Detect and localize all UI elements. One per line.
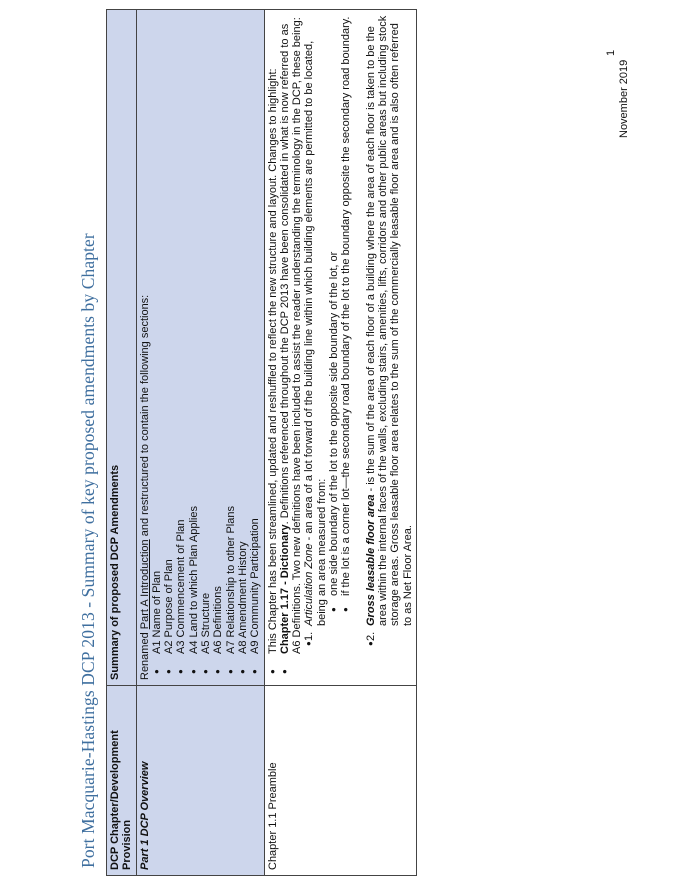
definition-term: Gross leasable floor area [364,494,377,626]
intro-post: and restructured to contain the following sections: [138,294,151,540]
header-summary: Summary of proposed DCP Amendments [107,10,137,686]
page-number: 1 [605,49,617,56]
footer-date: November 2019 [618,59,630,138]
list-item: ● A6 Definitions [212,15,224,654]
row-chapter [136,686,264,876]
list-item [364,15,414,641]
changes-list [267,15,414,680]
intro-text [139,15,151,680]
list-item [279,15,414,654]
list-item: ● A1 Name of Plan [151,15,163,654]
list-item: ● A7 Relationship to other Plans [225,15,237,654]
list-item: ● A9 Community Participation [249,15,261,654]
list-item: ● A4 Land to which Plan Applies [188,15,200,654]
item-number: ● 1. [303,631,316,641]
row-chapter: Chapter 1.1 Preamble [264,686,416,876]
list-item: ● A3 Commencement of Plan [175,15,187,654]
item-number: ● 2. [364,631,377,641]
row-summary [136,10,264,686]
definition-text: - an area of a lot forward of the building line within which building elements are permitted to be located, being an area measured from: [303,40,328,626]
list-item: ● A2 Purpose of Plan [163,15,175,654]
list-item: ● if the lot is a corner lot—the secondary road boundary of the lot to the boundary opposite the secondary road boundary. [340,15,352,596]
list-item: ● A5 Structure [200,15,212,654]
document-title: Port Macquarie-Hastings DCP 2013 - Summary of key proposed amendments by Chapter [78,233,98,868]
amendments-table [106,9,417,876]
definition-term: Articulation Zone [303,543,316,626]
chapter-name: Part 1 DCP Overview [138,761,151,870]
dictionary-heading: Chapter 1.17 - Dictionary [278,524,291,654]
table-row [136,10,264,876]
list-item [303,15,364,641]
table-header-row [107,10,137,876]
list-item: ● A8 Amendment History [237,15,249,654]
list-item: ● This Chapter has been streamlined, updated and reshuffled to reflect the new structure and layout. Changes to highlight: [267,15,279,654]
intro-pre: Renamed [138,629,151,680]
sections-list [151,15,262,680]
definitions-list [303,15,413,654]
definition-text: - is the sum of the area of each floor of a building where the area of each floor is taken to be the area within the internal faces of the walls, excluding stairs, amenities, lifts, corridors and other public areas but including stock storage areas. Gross leasable floor area relates to the sum of the commercially leasable floor area and is also often referred to as Net Floor Area. [364,15,414,626]
row-summary [264,10,416,686]
list-item: ● one side boundary of the lot to the opposite side boundary of the lot, or [328,15,340,596]
dictionary-text: . Definitions referenced throughout the DCP 2013 have been consolidated in what is now referred to as A6 Definitions. Two new definitions have been included to assist the reader understanding the terminology in the DCP, these being: [278,17,304,654]
intro-link: Part A Introduction [138,539,151,630]
table-row [264,10,416,876]
sub-list [328,15,353,626]
header-chapter: DCP Chapter/Development Provision [107,686,137,876]
